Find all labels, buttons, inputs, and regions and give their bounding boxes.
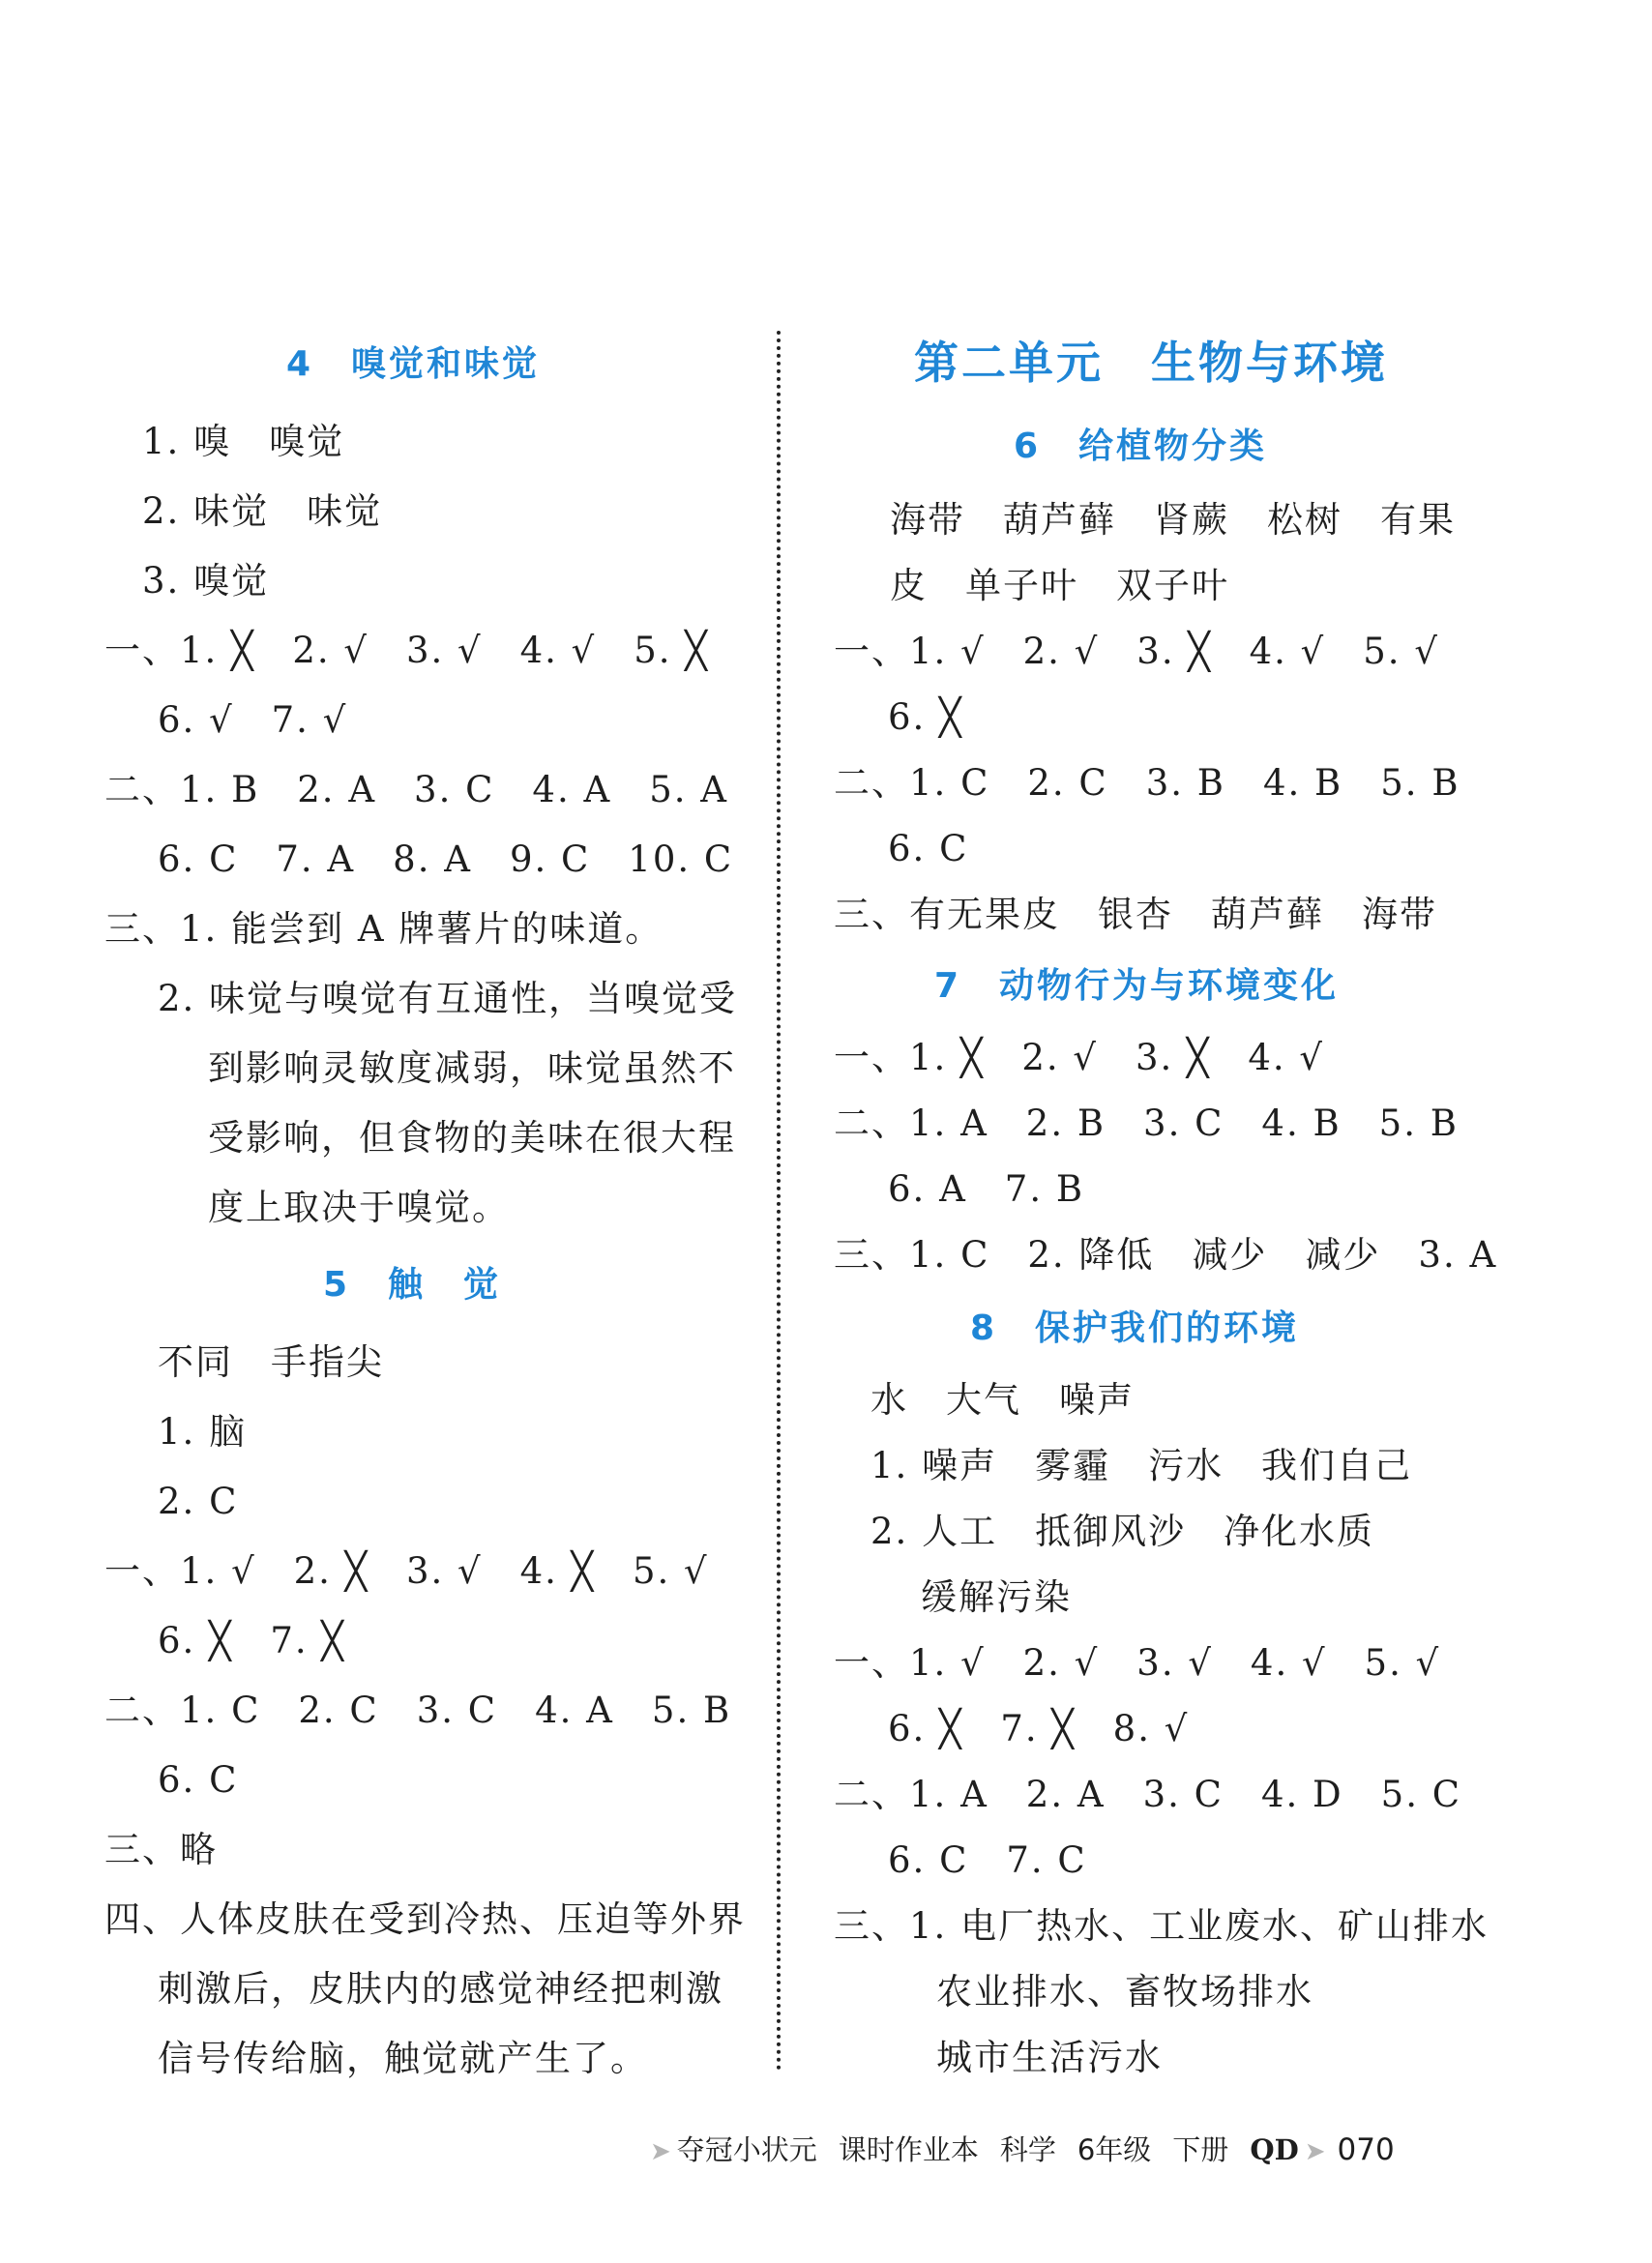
answer-line: 二、1. A 2. B 3. C 4. B 5. B — [834, 1102, 1459, 1144]
answer-line: 四、人体皮肤在受到冷热、压迫等外界 — [104, 1898, 746, 1940]
answer-line: 6. C — [158, 1759, 239, 1801]
answer-line: 不同 手指尖 — [158, 1341, 384, 1383]
answer-line: 三、1. 能尝到 A 牌薯片的味道。 — [104, 908, 664, 950]
answer-line: 一、1. √ 2. √ 3. ╳ 4. √ 5. √ — [834, 631, 1439, 672]
answer-line: 皮 单子叶 双子叶 — [890, 565, 1229, 606]
section-title-8: 8 保护我们的环境 — [970, 1308, 1300, 1348]
answer-line: 农业排水、畜牧场排水 — [936, 1971, 1313, 2013]
answer-line: 1. 嗅 嗅觉 — [142, 421, 345, 462]
answer-line: 2. C — [158, 1481, 239, 1522]
answer-line: 一、1. ╳ 2. √ 3. ╳ 4. √ — [834, 1037, 1324, 1078]
section-title-5: 5 触 觉 — [323, 1265, 502, 1305]
footer-book: 课时作业本 — [838, 2133, 979, 2166]
footer-subject: 科学 — [999, 2133, 1056, 2166]
answer-line: 三、有无果皮 银杏 葫芦藓 海带 — [834, 894, 1437, 935]
answer-line: 三、1. C 2. 降低 减少 减少 3. A — [834, 1234, 1498, 1276]
answer-line: 受影响，但食物的美味在很大程 — [208, 1117, 736, 1159]
answer-line: 三、略 — [104, 1829, 218, 1870]
footer-volume: 下册 — [1172, 2133, 1229, 2166]
answer-line: 一、1. √ 2. ╳ 3. √ 4. ╳ 5. √ — [104, 1550, 709, 1592]
section-title-7: 7 动物行为与环境变化 — [934, 966, 1340, 1006]
answer-line: 6. C — [888, 828, 969, 869]
answer-line: 6. ╳ 7. ╳ 8. √ — [888, 1708, 1190, 1749]
answer-line: 6. A 7. B — [888, 1168, 1085, 1210]
answer-line: 到影响灵敏度减弱，味觉虽然不 — [208, 1047, 736, 1089]
answer-line: 水 大气 噪声 — [870, 1379, 1135, 1421]
answer-line: 2. 味觉 味觉 — [142, 490, 383, 532]
section-title-4: 4 嗅觉和味觉 — [286, 344, 541, 384]
answer-line: 3. 嗅觉 — [142, 560, 270, 602]
answer-line: 6. √ 7. √ — [158, 699, 348, 741]
answer-line: 6. C 7. A 8. A 9. C 10. C — [158, 838, 734, 880]
section-title-6: 6 给植物分类 — [1014, 426, 1268, 466]
answer-line: 二、1. A 2. A 3. C 4. D 5. C — [834, 1774, 1462, 1815]
answer-line: 海带 葫芦藓 肾蕨 松树 有果 — [890, 499, 1456, 541]
answer-line: 刺激后，皮肤内的感觉神经把刺激 — [158, 1968, 723, 2010]
answer-line: 二、1. C 2. C 3. C 4. A 5. B — [104, 1690, 732, 1731]
footer-edition: QD — [1250, 2133, 1299, 2166]
answer-line: 1. 噪声 雾霾 污水 我们自己 — [870, 1445, 1413, 1486]
answer-line: 信号传给脑，触觉就产生了。 — [158, 2038, 648, 2079]
answer-line: 6. ╳ 7. ╳ — [158, 1620, 345, 1661]
answer-line: 度上取决于嗅觉。 — [208, 1187, 510, 1228]
footer-grade: 6年级 — [1077, 2133, 1152, 2166]
answer-line: 一、1. √ 2. √ 3. √ 4. √ 5. √ — [834, 1642, 1441, 1684]
answer-line: 缓解污染 — [921, 1576, 1072, 1618]
answer-line: 二、1. C 2. C 3. B 4. B 5. B — [834, 762, 1460, 804]
answer-line: 1. 脑 — [158, 1411, 248, 1453]
answer-line: 一、1. ╳ 2. √ 3. √ 4. √ 5. ╳ — [104, 630, 709, 671]
footer-brand: 夺冠小状元 — [676, 2133, 817, 2166]
answer-line: 6. C 7. C — [888, 1839, 1087, 1881]
column-divider — [777, 331, 781, 2072]
unit-title: 第二单元 生物与环境 — [914, 337, 1388, 389]
answer-line: 城市生活污水 — [936, 2037, 1163, 2078]
answer-line: 2. 味觉与嗅觉有互通性，当嗅觉受 — [158, 978, 738, 1019]
arrow-right-icon: ➤ — [650, 2137, 671, 2166]
page-footer — [650, 2126, 1395, 2174]
answer-line: 2. 人工 抵御风沙 净化水质 — [870, 1511, 1375, 1552]
answer-line: 二、1. B 2. A 3. C 4. A 5. A — [104, 769, 728, 810]
page-number: 070 — [1337, 2132, 1395, 2167]
arrow-right-icon: ➤ — [1304, 2137, 1326, 2166]
answer-line: 三、1. 电厂热水、工业废水、矿山排水 — [834, 1905, 1490, 1947]
answer-line: 6. ╳ — [888, 696, 963, 738]
